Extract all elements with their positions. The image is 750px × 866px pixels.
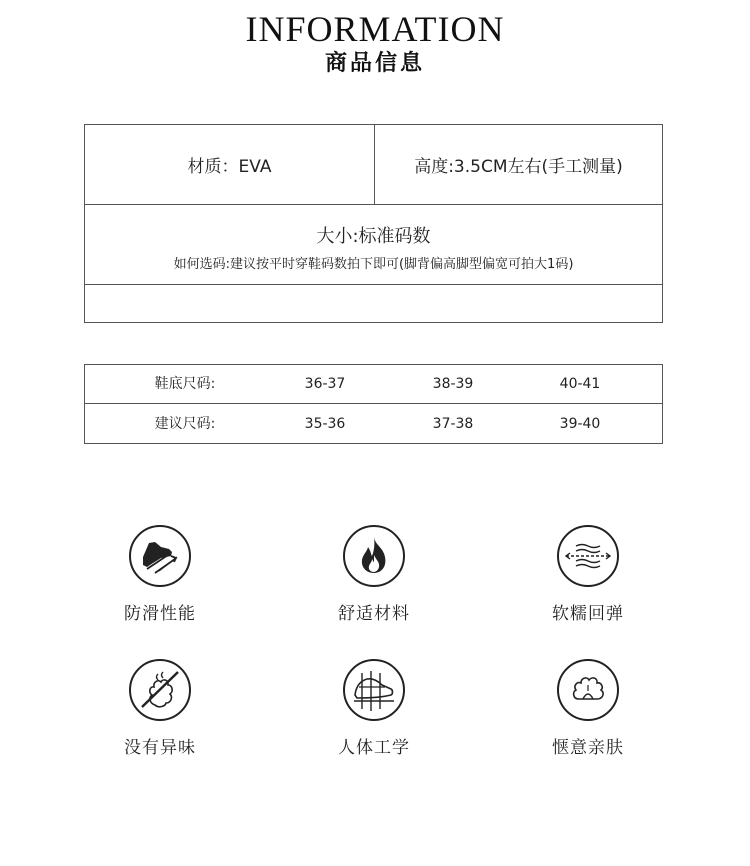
cotton-icon (557, 659, 619, 721)
feature-label: 人体工学 (338, 738, 410, 758)
table-cell: 39-40 (559, 416, 601, 432)
table-cell: 36-37 (304, 376, 346, 392)
info-row-material-height (85, 125, 662, 205)
feature-soft-rebound (508, 525, 668, 624)
feature-label: 软糯回弹 (552, 604, 624, 624)
feature-ergonomic (294, 659, 454, 758)
feature-label: 没有异味 (124, 738, 196, 758)
size-note: 如何选码:建议按平时穿鞋码数拍下即可(脚背偏高脚型偏宽可拍大1码) (173, 257, 574, 272)
table-row (85, 405, 662, 444)
material-cell: 材质：EVA (85, 125, 375, 204)
info-row-empty (85, 285, 662, 323)
title-chinese: 商品信息 (324, 51, 425, 76)
feature-label: 舒适材料 (338, 604, 410, 624)
table-cell: 38-39 (432, 376, 474, 392)
size-table (84, 364, 663, 444)
feature-anti-slip (80, 525, 240, 624)
feature-skin-friendly (508, 659, 668, 758)
table-cell: 37-38 (432, 416, 474, 432)
height-cell: 高度:3.5CM左右(手工测量) (414, 157, 623, 177)
no-odor-icon (129, 659, 191, 721)
feature-no-odor (80, 659, 240, 758)
feature-comfort-material (294, 525, 454, 624)
anti-slip-shoe-icon (129, 525, 191, 587)
feature-label: 惬意亲肤 (552, 738, 624, 758)
table-cell: 40-41 (559, 376, 601, 392)
rebound-waves-icon (557, 525, 619, 587)
row-label: 建议尺码: (154, 416, 216, 432)
info-row-size (85, 205, 662, 285)
size-title: 大小:标准码数 (316, 226, 431, 247)
flame-icon (343, 525, 405, 587)
info-table (84, 124, 663, 323)
ergonomic-foot-icon (343, 659, 405, 721)
title-english: INFORMATION (245, 9, 505, 49)
feature-label: 防滑性能 (124, 604, 196, 624)
table-cell: 35-36 (304, 416, 346, 432)
row-label: 鞋底尺码: (154, 376, 216, 392)
table-row (85, 365, 662, 404)
